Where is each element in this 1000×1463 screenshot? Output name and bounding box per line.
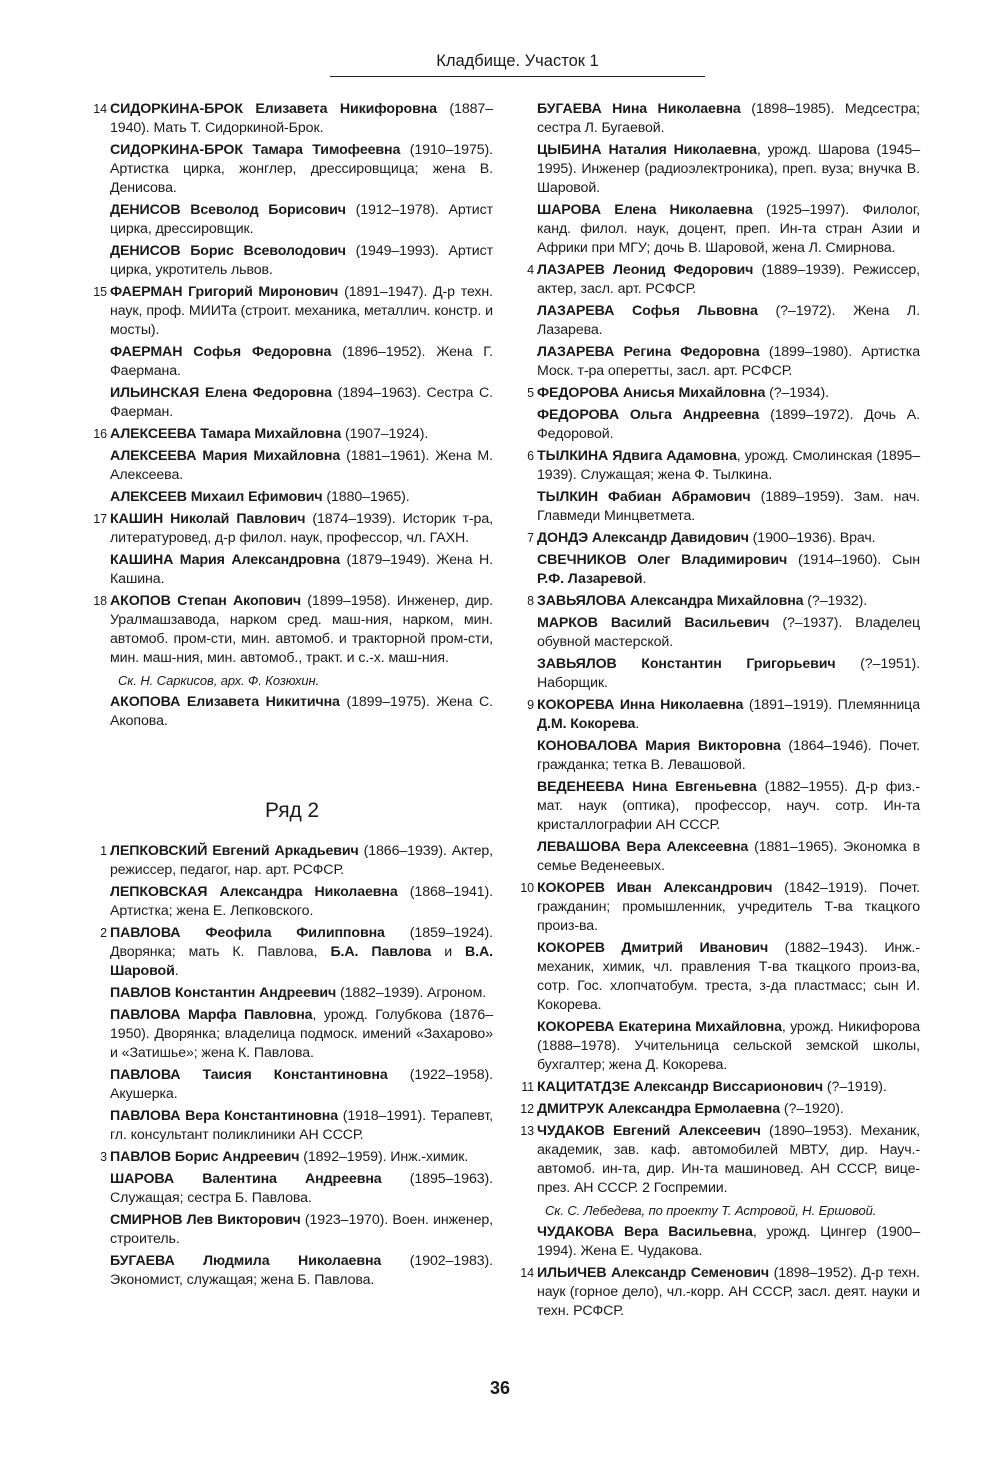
entry-text: (1889–1959). Зам. нач. Главмеди Минцветмета. xyxy=(537,489,920,524)
plot-number: 8 xyxy=(527,594,534,608)
burial-entry xyxy=(520,551,920,589)
person-name: ЛАЗАРЕВА Регина Федоровна xyxy=(537,344,760,360)
person-name: ДОНДЭ Александр Давидович xyxy=(537,530,749,546)
person-name: АКОПОВ Степан Акопович xyxy=(110,593,301,609)
entry-text: (1882–1943). Инж.-механик, химик, чл. правления Т-ва ткацкого произ-ва, сотр. Гос. хлопчатобум. треста, з-да пластмасс; сын И. Кокорева. xyxy=(537,940,921,1013)
person-name: СВЕЧНИКОВ Олег Владимирович xyxy=(537,552,788,568)
entry-text: (?–1937). Владелец обувной мастерской. xyxy=(537,615,921,650)
burial-entry xyxy=(93,1107,493,1145)
burial-entry xyxy=(93,141,493,198)
person-name: ДМИТРУК Александра Ермолаевна xyxy=(537,1101,781,1117)
entry-text: (1880–1965). xyxy=(322,489,410,505)
person-name: ВЕДЕНЕЕВА Нина Евгеньевна xyxy=(537,779,757,795)
burial-entry xyxy=(520,778,920,835)
burial-entry xyxy=(93,924,493,981)
entry-text: (1894–1963). Сестра С. Фаерман. xyxy=(110,385,493,420)
person-name: ЛАЗАРЕВ Леонид Федорович xyxy=(537,262,754,278)
person-name: ФАЕРМАН Григорий Миронович xyxy=(110,284,339,300)
burial-entry xyxy=(520,488,920,526)
burial-entry xyxy=(93,842,493,880)
entry-text: (1866–1939). Актер, режиссер, педагог, нар. арт. РСФСР. xyxy=(110,843,493,878)
entry-text: (1925–1997). Филолог, канд. филол. наук, доцент, преп. Ин-та стран Азии и Африки при МГУ; дочь В. Шаровой, жена Л. Смирнова. xyxy=(537,202,920,256)
person-name: ЦЫБИНА Наталия Николаевна xyxy=(537,142,757,158)
entry-text: (1842–1919). Почет. гражданин; промышленник, учредитель Т-ва ткацкого произ-ва. xyxy=(537,880,920,934)
entry-text: , урожд. Шарова (1945–1995). Инженер (радиоэлектроника), преп. вуза; внучка В. Шаровой. xyxy=(537,142,920,196)
entry-text: (1899–1975). Жена С. Акопова. xyxy=(110,694,493,729)
burial-entry xyxy=(93,343,493,381)
entry-text: (?–1920). xyxy=(780,1101,844,1117)
plot-number: 13 xyxy=(520,1124,534,1138)
entry-text: (1899–1958). Инженер, дир. Уралмашзавода, нарком сред. маш-ния, нарком, мин. автомоб. пром-сти, мин. автомоб. и тракторной пром-сти, мин. маш-ния, мин. автомоб., тракт. и с.-х. маш-ния. xyxy=(110,593,493,666)
entry-text: (?–1934). xyxy=(765,385,829,401)
burial-entry xyxy=(520,1264,920,1321)
plot-number: 5 xyxy=(527,386,534,400)
entry-text: (1898–1985). Медсестра; сестра Л. Бугаевой. xyxy=(537,101,920,136)
entry-text: (1900–1936). Врач. xyxy=(748,530,876,546)
plot-number: 2 xyxy=(100,926,107,940)
person-name: ПАВЛОВ Константин Андреевич xyxy=(110,985,337,1001)
burial-entry xyxy=(93,1252,493,1290)
related-name: В.А. Шаровой xyxy=(110,944,494,979)
entry-text: (1890–1953). Механик, академик, зав. каф. автомобилей МВТУ, дир. Науч.-автомоб. ин-та, дир. Ин-та машиновед. АН СССР, вице-през. АН СССР. 2 Госпремии. xyxy=(537,1123,920,1196)
burial-entry xyxy=(93,384,493,422)
row-heading: Ряд 2 xyxy=(265,799,319,822)
related-name: Б.А. Павлова xyxy=(330,944,432,960)
entry-text: , урожд. Голубкова (1876–1950). Дворянка; владелица подмоск. имений «Захарово» и «Затишье»; жена К. Павлова. xyxy=(110,1007,493,1061)
plot-number: 9 xyxy=(527,698,534,712)
entry-text: (1896–1952). Жена Г. Фаермана. xyxy=(110,344,493,379)
burial-entry xyxy=(93,592,493,668)
burial-entry xyxy=(93,1170,493,1208)
person-name: МАРКОВ Василий Васильевич xyxy=(537,615,770,631)
burial-entry xyxy=(520,1100,920,1119)
person-name: ДЕНИСОВ Борис Всеволодович xyxy=(110,243,346,259)
burial-entry xyxy=(520,592,920,611)
burial-entry xyxy=(93,883,493,921)
person-name: ЛАЗАРЕВА Софья Львовна xyxy=(537,303,758,319)
entry-text: (?–1932). xyxy=(803,593,868,609)
burial-entry xyxy=(520,1018,920,1075)
entry-text: . xyxy=(642,571,647,587)
person-name: ЛЕПКОВСКИЙ Евгений Аркадьевич xyxy=(110,843,359,859)
entry-text: (?–1951). Наборщик. xyxy=(537,656,920,691)
entry-text: (1899–1980). Артистка Моск. т-ра оперетты, засл. арт. РСФСР. xyxy=(537,344,920,379)
plot-number: 4 xyxy=(527,263,534,277)
person-name: КОКОРЕВ Дмитрий Иванович xyxy=(537,940,769,956)
burial-entry xyxy=(520,261,920,299)
burial-entry xyxy=(93,1211,493,1249)
right-column xyxy=(520,100,920,1324)
person-name: КОКОРЕВ Иван Александрович xyxy=(537,880,773,896)
burial-entry xyxy=(520,384,920,403)
entry-text: (1914–1960). Сын xyxy=(787,552,920,568)
burial-entry xyxy=(93,1006,493,1063)
burial-entry xyxy=(93,283,493,340)
left-column xyxy=(93,100,493,1293)
person-name: КАШИН Николай Павлович xyxy=(110,511,306,527)
person-name: ПАВЛОВА Марфа Павловна xyxy=(110,1007,313,1023)
plot-number: 14 xyxy=(520,1266,534,1280)
sculptor-credit: Ск. С. Лебедева, по проекту Т. Астровой, Н. Ершовой. xyxy=(545,1203,877,1218)
person-name: ФЕДОРОВА Анисья Михайловна xyxy=(537,385,766,401)
burial-entry xyxy=(520,1122,920,1198)
burial-entry xyxy=(520,838,920,876)
person-name: КОКОРЕВА Екатерина Михайловна xyxy=(537,1019,782,1035)
burial-entry xyxy=(93,693,493,731)
plot-number: 10 xyxy=(520,881,534,895)
entry-text: (1882–1939). Агроном. xyxy=(336,985,487,1001)
entry-text: (1881–1965). Экономка в семье Веденеевых. xyxy=(537,839,921,874)
entry-text: и xyxy=(431,944,466,960)
burial-entry xyxy=(93,984,493,1003)
entry-text: (1868–1941). Артистка; жена Е. Лепковского. xyxy=(110,884,493,919)
burial-entry xyxy=(93,242,493,280)
burial-entry xyxy=(93,510,493,548)
entry-text: (1874–1939). Историк т-ра, литературовед, д-р филол. наук, профессор, чл. ГАХН. xyxy=(110,511,493,546)
plot-number: 11 xyxy=(521,1080,534,1094)
person-name: КОНОВАЛОВА Мария Викторовна xyxy=(537,738,781,754)
entry-text: (1899–1972). Дочь А. Федоровой. xyxy=(537,407,920,442)
plot-number: 7 xyxy=(527,531,534,545)
entry-text: , урожд. Смолинская (1895–1939). Служащая; жена Ф. Тылкина. xyxy=(537,448,920,483)
entry-text: , урожд. Цингер (1900–1994). Жена Е. Чудакова. xyxy=(537,1224,920,1259)
burial-entry xyxy=(520,141,920,198)
burial-entry xyxy=(520,1078,920,1097)
entry-text: (1881–1961). Жена М. Алексеева. xyxy=(110,448,493,483)
person-name: ТЫЛКИНА Ядвига Адамовна xyxy=(537,448,737,464)
burial-entry xyxy=(520,655,920,693)
related-name: Д.М. Кокорева xyxy=(537,716,636,732)
entry-text: (1879–1949). Жена Н. Кашина. xyxy=(110,552,493,587)
plot-number: 12 xyxy=(520,1102,534,1116)
person-name: БУГАЕВА Нина Николаевна xyxy=(537,101,741,117)
entry-text: (1923–1970). Воен. инженер, строитель. xyxy=(110,1212,493,1247)
person-name: ПАВЛОВА Таисия Константиновна xyxy=(110,1067,388,1083)
entry-text: (1922–1958). Акушерка. xyxy=(110,1067,493,1102)
plot-number: 16 xyxy=(93,427,107,441)
page-number: 36 xyxy=(489,1378,511,1398)
burial-entry xyxy=(520,939,920,1015)
burial-entry xyxy=(93,1148,493,1167)
entry-text: (1910–1975). Артистка цирка, жонглер, дрессировщица; жена В. Денисова. xyxy=(110,142,493,196)
entry-text: (1949–1993). Артист цирка, укротитель львов. xyxy=(110,243,493,278)
burial-entry xyxy=(520,696,920,734)
entry-text: (1891–1919). Племянница xyxy=(743,697,920,713)
person-name: ФАЕРМАН Софья Федоровна xyxy=(110,344,332,360)
person-name: АЛЕКСЕЕВА Тамара Михайловна xyxy=(110,426,342,442)
entry-text: (1887–1940). Мать Т. Сидоркиной-Брок. xyxy=(110,101,493,136)
person-name: ФЕДОРОВА Ольга Андреевна xyxy=(537,407,760,423)
plot-number: 15 xyxy=(93,285,107,299)
burial-entry xyxy=(520,737,920,775)
sculptor-credit: Ск. Н. Саркисов, арх. Ф. Козюхин. xyxy=(118,673,320,688)
entry-text: , урожд. Никифорова (1888–1978). Учительница сельской земской школы, бухгалтер; жена Д. Кокорева. xyxy=(537,1019,920,1073)
entry-text: (1892–1959). Инж.-химик. xyxy=(299,1149,469,1165)
person-name: СИДОРКИНА-БРОК Елизавета Никифоровна xyxy=(110,101,437,117)
person-name: ИЛЬИНСКАЯ Елена Федоровна xyxy=(110,385,332,401)
person-name: АЛЕКСЕЕВА Мария Михайловна xyxy=(110,448,341,464)
burial-entry xyxy=(520,879,920,936)
person-name: БУГАЕВА Людмила Николаевна xyxy=(110,1253,382,1269)
plot-number: 3 xyxy=(100,1150,107,1164)
running-header: Кладбище. Участок 1 xyxy=(436,52,599,70)
entry-text: . xyxy=(174,963,179,979)
entry-text: (1902–1983). Экономист, служащая; жена Б. Павлова. xyxy=(110,1253,494,1288)
burial-entry xyxy=(520,447,920,485)
burial-entry xyxy=(93,488,493,507)
entry-text: (1912–1978). Артист цирка, дрессировщик. xyxy=(110,202,493,237)
header-rule xyxy=(330,76,705,77)
person-name: СИДОРКИНА-БРОК Тамара Тимофеевна xyxy=(110,142,401,158)
person-name: ЛЕВАШОВА Вера Алексеевна xyxy=(537,839,749,855)
related-name: Р.Ф. Лазаревой xyxy=(537,571,643,587)
person-name: АКОПОВА Елизавета Никитична xyxy=(110,694,340,710)
plot-number: 17 xyxy=(93,512,107,526)
person-name: ЛЕПКОВСКАЯ Александра Николаевна xyxy=(110,884,398,900)
person-name: КОКОРЕВА Инна Николаевна xyxy=(537,697,744,713)
entry-text: . xyxy=(635,716,640,732)
burial-entry xyxy=(520,201,920,258)
person-name: АЛЕКСЕЕВ Михаил Ефимович xyxy=(110,489,323,505)
person-name: ПАВЛОВ Борис Андреевич xyxy=(110,1149,300,1165)
entry-text: (?–1972). Жена Л. Лазарева. xyxy=(537,303,920,338)
person-name: КАШИНА Мария Александровна xyxy=(110,552,341,568)
person-name: ЧУДАКОВА Вера Васильевна xyxy=(537,1224,753,1240)
burial-entry xyxy=(520,302,920,340)
entry-text: (1898–1952). Д-р техн. наук (горное дело), чл.-корр. АН СССР, засл. деят. науки и техн. РСФСР. xyxy=(537,1265,920,1319)
entry-text: (1918–1991). Терапевт, гл. консультант поликлиники АН СССР. xyxy=(110,1108,493,1143)
entry-text: (1864–1946). Почет. гражданка; тетка В. Левашовой. xyxy=(537,738,920,773)
entry-text: (1907–1924). xyxy=(341,426,429,442)
burial-entry xyxy=(93,1066,493,1104)
entry-text: (1891–1947). Д-р техн. наук, проф. МИИТа (строит. механика, металлич. констр. и мосты). xyxy=(110,284,493,338)
burial-entry xyxy=(520,100,920,138)
plot-number: 1 xyxy=(100,844,107,858)
plot-number: 18 xyxy=(93,594,107,608)
person-name: ДЕНИСОВ Всеволод Борисович xyxy=(110,202,346,218)
plot-number: 6 xyxy=(527,449,534,463)
person-name: ТЫЛКИН Фабиан Абрамович xyxy=(537,489,751,505)
person-name: КАЦИТАТДЗЕ Александр Виссарионович xyxy=(537,1079,824,1095)
entry-text: (1895–1963). Служащая; сестра Б. Павлова. xyxy=(110,1171,493,1206)
burial-entry xyxy=(520,406,920,444)
person-name: СМИРНОВ Лев Викторович xyxy=(110,1212,301,1228)
burial-entry xyxy=(93,100,493,138)
burial-entry xyxy=(520,614,920,652)
burial-entry xyxy=(520,343,920,381)
plot-number: 14 xyxy=(93,102,107,116)
person-name: ПАВЛОВА Феофила Филипповна xyxy=(110,925,385,941)
person-name: ЗАВЬЯЛОВА Александра Михайловна xyxy=(537,593,804,609)
burial-entry xyxy=(520,529,920,548)
person-name: ИЛЬИЧЕВ Александр Семенович xyxy=(537,1265,770,1281)
person-name: ЗАВЬЯЛОВ Константин Григорьевич xyxy=(537,656,836,672)
entry-text: (1859–1924). Дворянка; мать К. Павлова, xyxy=(110,925,494,960)
burial-entry xyxy=(520,1223,920,1261)
entry-text: (1889–1939). Режиссер, актер, засл. арт. РСФСР. xyxy=(537,262,920,297)
person-name: ПАВЛОВА Вера Константиновна xyxy=(110,1108,339,1124)
entry-text: (?–1919). xyxy=(823,1079,887,1095)
burial-entry xyxy=(93,447,493,485)
person-name: ШАРОВА Елена Николаевна xyxy=(537,202,753,218)
burial-entry xyxy=(93,425,493,444)
person-name: ЧУДАКОВ Евгений Алексеевич xyxy=(537,1123,761,1139)
person-name: ШАРОВА Валентина Андреевна xyxy=(110,1171,382,1187)
burial-entry xyxy=(93,551,493,589)
entry-text: (1882–1955). Д-р физ.-мат. наук (оптика), профессор, науч. сотр. Ин-та кристаллографии АН СССР. xyxy=(537,779,920,833)
burial-entry xyxy=(93,201,493,239)
